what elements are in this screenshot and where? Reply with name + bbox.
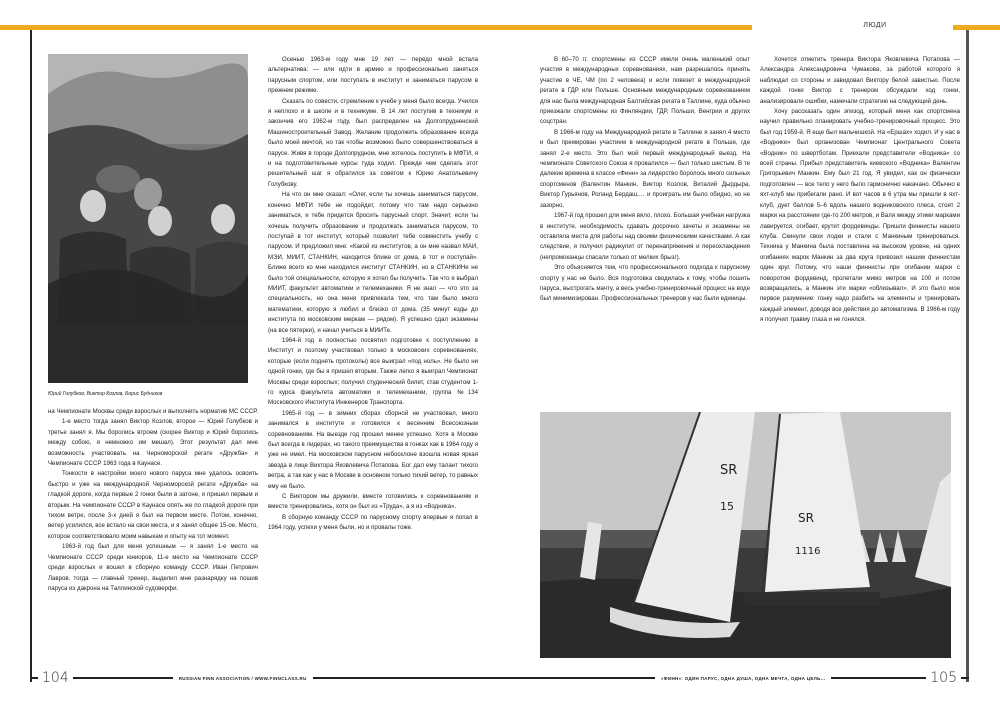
sail-number-1116: SR bbox=[798, 511, 814, 525]
svg-text:1116: 1116 bbox=[795, 546, 821, 557]
paragraph: На что он мне сказал: «Олег, если ты хочешь заниматься парусом, конечно МФТИ тебе не подойдет, потому что там надо серьезно заниматься, и тебе придется бросить парусный спорт. Значит, если ты хочешь получить образование и продолжать заниматься парусом, то поступай в тот институт, который позволит тебе совместить учебу с парусом. И предложил мне: «Какой из институтов, а он мне назвал МАИ, МЭИ, МИИТ, СТАНКИН, находится ближе от дома, в тот и поступай». Ближе всего ко мне находился институт СТАНКИН, но в СТАНКИНе не было той специальности, которую я хотел бы получить. Так что я выбрал МИИТ, факультет автоматики и телемеханики. Я не знал — что это за специальность, но она меня привлекала тем, что там было много математики, которую я любил и близко от дома. (35 минут езды до института по московским меркам — рядом). Я успешно сдал экзамены (на все пятерки), и начал учиться в МИИТе. bbox=[268, 191, 478, 334]
paragraph: В сборную команду СССР по парусному спорту впервые я попал в 1964 году, успехи у меня были, но и провалы тоже. bbox=[268, 513, 478, 532]
paragraph: 1963-й год был для меня успешным — я занял 1-е место на Чемпионате СССР среди юниоров, 11-е место на Чемпионате СССР среди взрослых и вошел в сборную команду СССР. Иван Петрович Лавров, тогда — главный тренер, выделил мне разнарядку на пошив паруса из дакрона на Таллинской судоверфи. bbox=[48, 543, 258, 592]
section-label: ЛЮДИ bbox=[863, 22, 887, 29]
header-accent-bar-right bbox=[953, 25, 1000, 30]
paragraph: 1965-й год — в зимних сборах сборной не участвовал, много занимался в институте и готовился к весенним Всесоюзным соревнованиям. На выезде год прошел менее успешно. Хотя в Москве был всегда в лидерах, но такого преимущества в гонках как в 1964 году я уже не имел. На московском парусном небосклоне взошла новая яркая звезда в лице Виктора Яковлевича Потапова. Бог дал ему талант тихого ветра, а так как у нас в Москве в основном только тихий ветер, то равных ему не было. bbox=[268, 409, 478, 490]
paragraph: В 1966-м году на Международной регате в Таллине я занял 4 место и был премирован участием в международной регате в Польше, где занял 2-е место. Это был мой первый международный выезд. На чемпионате Советского Союза я провалился — был только шестым. В те далекие времена в классе «Финн» за лидерство боролось много сильных спортсменов (Валентин Манкин, Виктор Козлов, Виталий Дырдыра, Виктор Гурьянов, Роланд Бердаш,… и проиграть им было обидно, но не зазорно. bbox=[540, 128, 750, 209]
footer-rule bbox=[313, 677, 500, 679]
sail-number-15: SR bbox=[720, 463, 738, 478]
paragraph: В 60–70 гг. спортсмены из СССР имели очень маленький опыт участия в международных соревнованиях, нам разрешалось принять участие в ЧЕ, ЧМ (по 2 человека) и если повезет в международной регате в ГДР или Польше. Основным международным соревнованием для нас была международная Балтийская регата в Таллине, куда обычно приезжали спортсмены из Финляндии, ГДР, Польши, Венгрии и других соцстран. bbox=[540, 56, 750, 126]
paragraph: Хочется отметить тренера Виктора Яковлевича Потапова — Александра Александровича Чумакова, за работой которого я наблюдал со стороны и завидовал Виктору белой завистью. После каждой гонки Виктор с тренером обсуждали ход гонки, анализировали ошибки, намечали стратегию на следующий день. bbox=[760, 56, 960, 105]
text-column-2 bbox=[268, 55, 478, 534]
paragraph: 1964-й год я полностью посвятил подготовке к поступлению в Институт и поэтому участвовал только в московских соревнованиях, которые (если поднять протоколы) все выиграл «под ноль». Не было ни одной гонки, где бы я пришел вторым. Также легко я выиграл Чемпионат Москвы среди взрослых; получил студенческий билет, став студентом 1-го курса факультета автоматики и телемеханики, группа №134 Московского Института Инженеров Транспорта. bbox=[268, 336, 478, 407]
paragraph: 1967-й год прошел для меня вяло, плохо. Большая учебная нагрузка в институте, необходимость сдавать досрочно зачеты и экзамены не оставляла места для работы над своими физическими качествами. А как следствие, я получил радикулит от перенапряжения и переохлаждения (непромоканцы спасали только от мелких брызг). bbox=[540, 212, 750, 261]
paragraph: Сказать по совести, стремление к учебе у меня было всегда. Учился я неплохо и в школе и в техникуме. В 14 лет поступив в техникум и закончив его 1962-м году, был распределен на Долгопрудненский Машиностроительный Завод. Желание продолжить образование всегда было моей мечтой, но так чтобы возможно было совершенствоваться в парусе. Живя в городе Долгопрудном, мне хотелось поступить в МФТИ, я и на подготовительные курсы туда ходил. Прежде чем сделать этот решительный шаг я обратился за советом к Юрию Анатольевичу Голубкову. bbox=[268, 97, 478, 188]
footer-rule bbox=[73, 677, 173, 679]
paragraph: С Виктором мы дружили, вместе готовились к соревнованиям и вместе тренировались, хотя он был из «Труда», а я из «Водника». bbox=[268, 493, 478, 511]
paragraph: 1-е место тогда занял Виктор Козлов, второе — Юрий Голубков и третье занял я. Мы боролись втроем (скорее Виктор и Юрий боролись между собою, я немножко им мешал). Этот результат дал мне возможность участвовать на Черноморской регате «Дружба» и Чемпионате СССР 1963 года в Каунасе. bbox=[48, 418, 258, 468]
footer-rule bbox=[30, 677, 38, 679]
page-frame-right bbox=[966, 30, 969, 682]
photo-three-men bbox=[48, 54, 248, 383]
header-accent-bar-left bbox=[0, 25, 752, 30]
footer-right bbox=[500, 668, 969, 688]
footer-rule bbox=[961, 677, 969, 679]
photo-people-illustration bbox=[48, 54, 248, 383]
footer-text-right: «ФИНН»: ОДИН ПАРУС, ОДНА ДУША, ОДНА МЕЧТА, ОДНА ЦЕЛЬ… bbox=[661, 675, 826, 681]
photo-sailing-race bbox=[540, 412, 951, 658]
page-number-right: 105 bbox=[930, 670, 957, 686]
photo-sailing-illustration bbox=[540, 412, 951, 658]
footer-rule bbox=[831, 677, 926, 679]
page-number-left: 104 bbox=[42, 670, 69, 686]
paragraph: на Чемпионате Москвы среди взрослых и выполнить норматив МС СССР. bbox=[48, 408, 258, 415]
footer-text-left: RUSSIAN FINN ASSOCIATION / WWW.FINNCLASS.RU bbox=[178, 675, 307, 681]
footer-left bbox=[30, 668, 500, 688]
paragraph: Тонкости в настройки моего нового паруса мне удалось освоить быстро и уже на международной Черноморской регате «Дружба» на гладкой дороге, когда первые 2 гонки были в затоне, я пришел первым и вторым. На чемпионате СССР в Каунасе опять же по гладкой дороге при тихом ветре, после 3-х дней я был на первом месте. Потом, конечно, ветер усилился, все встало на свои места, и я занял общее 15-ое. Место, которое соответствовало моим навыкам и опыту на тот момент. bbox=[48, 470, 258, 540]
paragraph: Осенью 1963-м году мне 19 лет — передо мной встала альтернатива: — или идти в армию и профессионально заняться парусным спортом, или поступать в институт и заниматься парусом в прежнем режиме. bbox=[268, 56, 478, 95]
footer-rule bbox=[500, 677, 655, 679]
paragraph: Хочу рассказать один эпизод, который меня как спортсмена научил правильно планировать учебно-тренировочный процесс. Это был год 1959-й. Я еще был мальчишкой. На «Ершах» ходил. И у нас в «Воднике» был организован Чемпионат Центрального Совета «Водник» по швертботам. Приехали представители «Водника» со всей страны. Прибыл представитель киевского «Водника» Валентин Григорьевич Манкин. Ему был 21 год. Я увидел, как он физически подготовлен — все тело у него было гармонично накачано. Обычно в яхт-клуб мы прибегали рано. И вот часов в 6 утра мы пришли в яхт-клуб, дует баллов 5–6 вдоль нашего водниковского плеса, стоят 2 марки на расстоянии где-то 200 метров, и Валя между этими марками лавируется, огибает, крутит фордевинды. Пришли финнисты нашего клуба. Скинули свои лодки и стали с Манкиным тренироваться. Техника у Манкина была поставлена на высоком уровне, на одних огибаниях марок Манкин за два круга привозил нашим финнистам один круг. Потому, что наши финнисты при огибании марки с поворотом фордевинд, пролетали мимо метров на 100 и потом возвращались, а Манкин эти марки «облизывал». И это было мое первое разумение: гонку надо разбить на элементы и тренировать каждый элемент, доводя все действия до автоматизма. В 1966-м году я получил травму глаза и не гонялся. bbox=[760, 108, 960, 324]
text-column-3 bbox=[540, 55, 750, 305]
svg-text:15: 15 bbox=[720, 500, 734, 513]
text-column-1 bbox=[48, 407, 258, 594]
photo-caption: Юрий Голубков, Виктор Козлов, Борис Будников bbox=[48, 391, 163, 397]
text-column-4 bbox=[760, 55, 960, 326]
page-frame-left bbox=[30, 30, 32, 682]
paragraph: Это объясняется тем, что профессионального подхода к парусному спорту у нас не было. Вся подготовка сводилась к тому, чтобы пошить паруса, выстрогать мачту, а весь учебно-тренировочный процесс на воде был минимизирован. Профессиональных тренеров у нас были единицы. bbox=[540, 264, 750, 303]
